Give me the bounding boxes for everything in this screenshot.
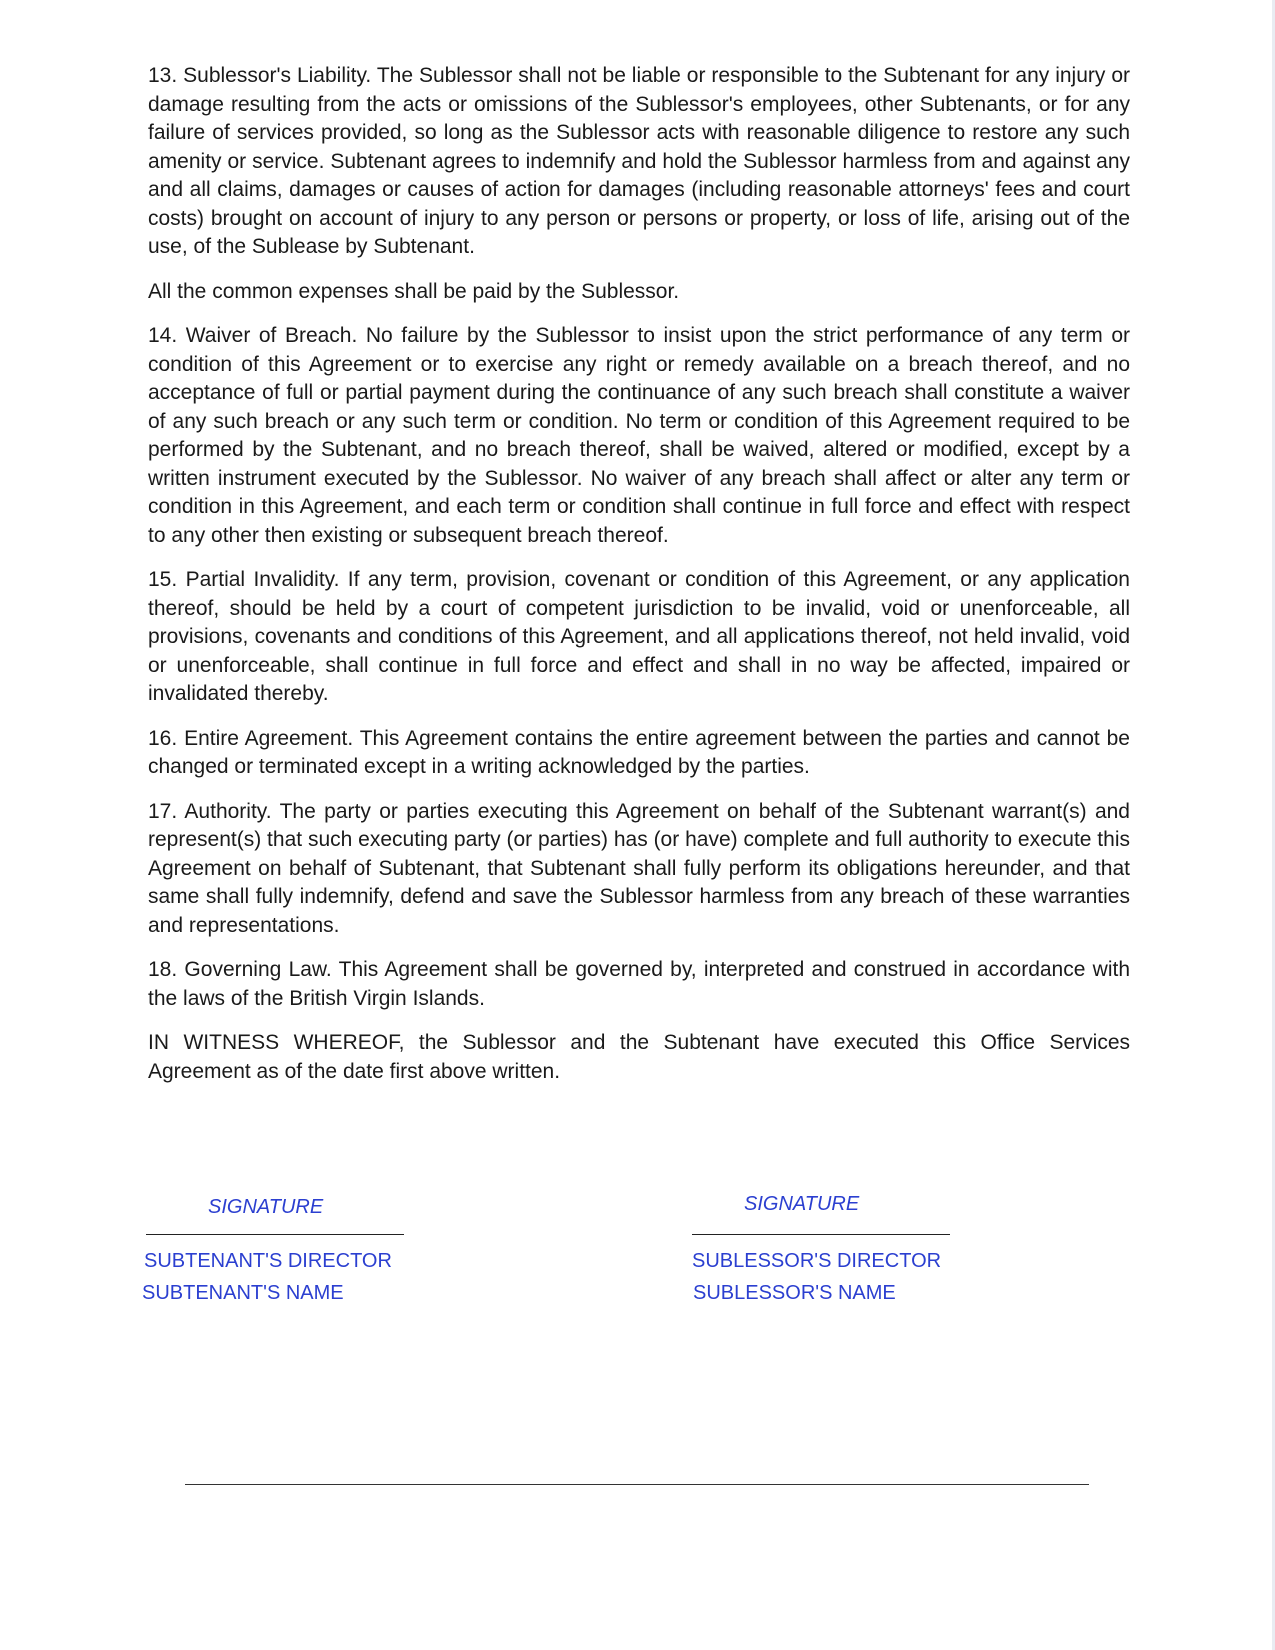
- clause-15-partial-invalidity: 15. Partial Invalidity. If any term, provision, covenant or condition of this Agreement, or any application thereof, should be held by a court of competent jurisdiction to be invalid, void or unenforceable, all provisions, covenants and conditions of this Agreement, and all applications thereof, not held invalid, void or unenforceable, shall continue in full force and effect and shall in no way be affected, impaired or invalidated thereby.: [148, 568, 1130, 705]
- in-witness-whereof-paragraph: IN WITNESS WHEREOF, the Sublessor and the Subtenant have executed this Office Services Agreement as of the date first above written.: [148, 1031, 1130, 1083]
- sublessor-director-title: SUBLESSOR'S DIRECTOR: [692, 1250, 942, 1272]
- clause-18-governing-law: 18. Governing Law. This Agreement shall be governed by, interpreted and construed in accordance with the laws of the British Virgin Islands.: [148, 958, 1130, 1010]
- sublessor-name: SUBLESSOR'S NAME: [693, 1282, 896, 1304]
- clause-16-entire-agreement: 16. Entire Agreement. This Agreement contains the entire agreement between the parties and cannot be changed or terminated except in a writing acknowledged by the parties.: [148, 726, 1130, 778]
- subtenant-director-title: SUBTENANT'S DIRECTOR: [144, 1250, 392, 1272]
- clause-14-waiver-of-breach: 14. Waiver of Breach. No failure by the Sublessor to insist upon the strict performance of any term or condition of this Agreement or to exercise any right or remedy available on a breach thereof, and no acceptance of full or partial payment during the continuance of any such breach shall constitute a waiver of any such breach or any such term or condition. No term or condition of this Agreement required to be performed by the Subtenant, and no breach thereof, shall be waived, altered or modified, except by a written instrument executed by the Sublessor. No waiver of any breach shall affect or alter any term or condition in this Agreement, and each term or condition shall continue in full force and effect with respect to any other then existing or subsequent breach thereof.: [148, 324, 1130, 547]
- document-body: [148, 62, 1130, 1102]
- sublessor-signature-line: [692, 1234, 950, 1235]
- subtenant-name: SUBTENANT'S NAME: [142, 1282, 344, 1304]
- clause-13-sublessors-liability: 13. Sublessor's Liability. The Sublessor shall not be liable or responsible to the Subtenant for any injury or damage resulting from the acts or omissions of the Sublessor's employees, other Subtenants, or for any failure of services provided, so long as the Sublessor acts with reasonable diligence to restore any such amenity or service. Subtenant agrees to indemnify and hold the Sublessor harmless from and against any and all claims, damages or causes of action for damages (including reasonable attorneys' fees and court costs) brought on account of injury to any person or persons or property, or loss of life, arising out of the use, of the Sublease by Subtenant.: [148, 64, 1130, 258]
- common-expenses-paragraph: All the common expenses shall be paid by the Sublessor.: [148, 279, 680, 303]
- sublessor-signature: SIGNATURE: [744, 1193, 860, 1215]
- clause-17-authority: 17. Authority. The party or parties executing this Agreement on behalf of the Subtenant warrant(s) and represent(s) that such executing party (or parties) has (or have) complete and full authority to execute this Agreement on behalf of Subtenant, that Subtenant shall fully perform its obligations hereunder, and that same shall fully indemnify, defend and save the Sublessor harmless from any breach of these warranties and representations.: [148, 799, 1130, 937]
- subtenant-signature: SIGNATURE: [208, 1196, 324, 1218]
- subtenant-signature-line: [146, 1234, 404, 1235]
- bottom-divider: [185, 1484, 1089, 1485]
